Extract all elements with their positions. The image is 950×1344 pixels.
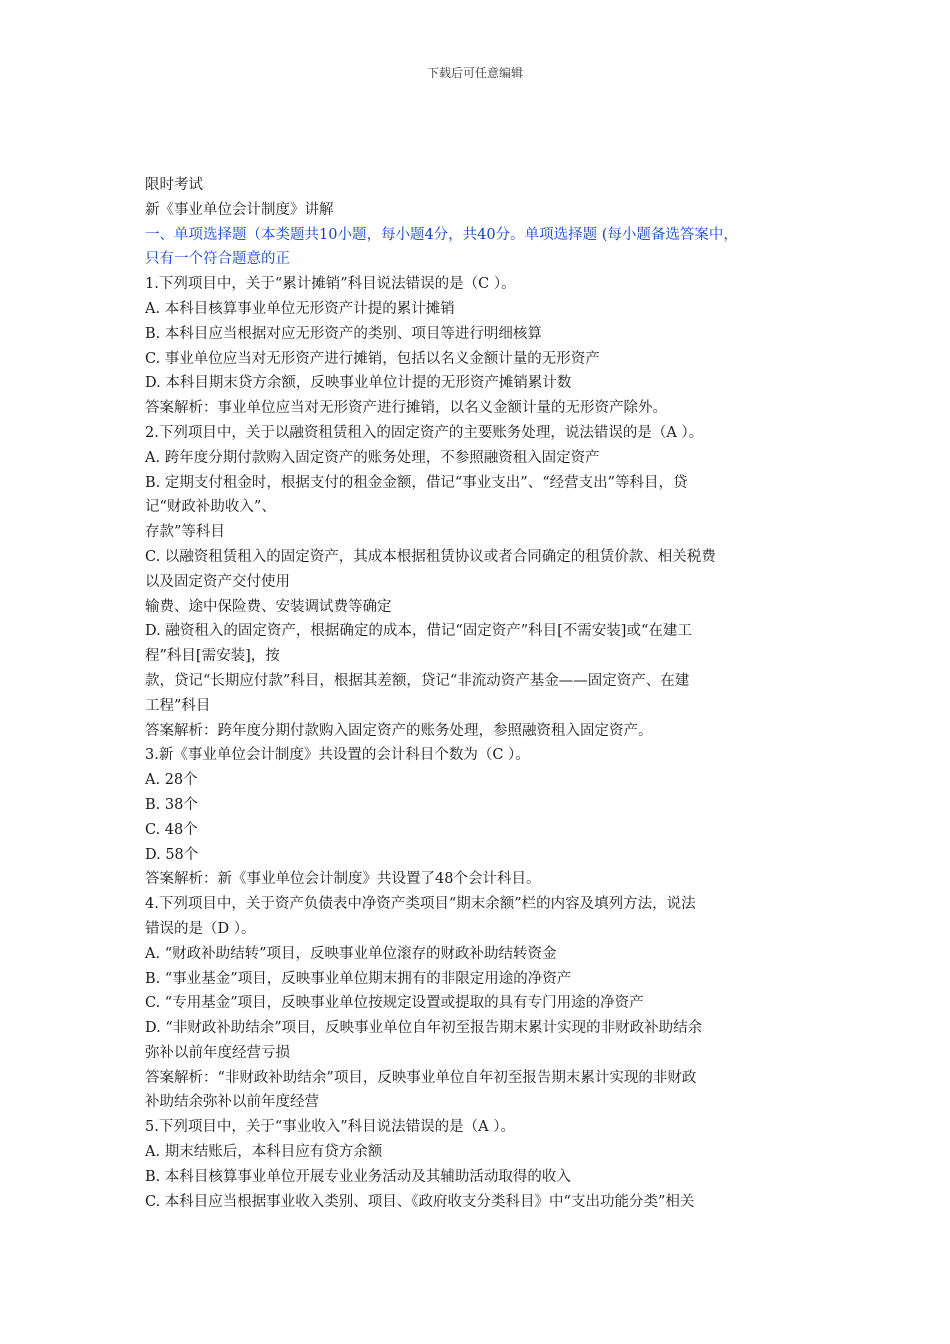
text-line: D. 融资租入的固定资产，根据确定的成本，借记“固定资产”科目[不需安装]或“在建工 (145, 623, 692, 640)
text-line: D. 58个 (145, 846, 199, 863)
text-line: A. 28个 (145, 772, 198, 789)
text-line: 程”科目[需安装]，按 (145, 648, 280, 665)
text-line: A. 跨年度分期付款购入固定资产的账务处理，不参照融资租入固定资产 (145, 449, 600, 466)
text-line: 错误的是（D ）。 (145, 920, 256, 937)
text-line: 限时考试 (145, 177, 203, 193)
text-line: 补助结余弥补以前年度经营 (145, 1094, 319, 1111)
text-line: D. “非财政补助结余”项目，反映事业单位自年初至报告期末累计实现的非财政补助结余 (145, 1020, 703, 1037)
text-line: 款，贷记“长期应付款”科目，根据其差额，贷记“非流动资产基金——固定资产、在建 (145, 672, 690, 689)
text-line: 答案解析：事业单位应当对无形资产进行摊销，以名义金额计量的无形资产除外。 (145, 400, 667, 417)
text-line: B. 本科目应当根据对应无形资产的类别、项目等进行明细核算 (145, 325, 542, 342)
text-line: 2.下列项目中，关于以融资租赁租入的固定资产的主要账务处理，说法错误的是（A ）。 (145, 424, 704, 441)
text-line: 以及固定资产交付使用 (145, 573, 290, 590)
text-line: 工程”科目 (145, 697, 211, 714)
text-line: C. “专用基金”项目，反映事业单位按规定设置或提取的具有专门用途的净资产 (145, 995, 644, 1012)
page-header: 下载后可任意编辑 (426, 66, 523, 80)
section-heading-line: 一、单项选择题（本类题共10小题，每小题4分，共40分。单项选择题 (每小题备选答案中， (145, 226, 738, 243)
text-line: 记“财政补助收入”、 (145, 499, 276, 516)
text-line: B. 38个 (145, 796, 198, 813)
text-line: C. 48个 (145, 821, 198, 838)
document-body (145, 173, 817, 1214)
text-line: A. 期末结账后，本科目应有贷方余额 (145, 1144, 383, 1161)
section-heading-line: 只有一个符合题意的正 (145, 251, 290, 268)
text-line: B. “事业基金”项目，反映事业单位期末拥有的非限定用途的净资产 (145, 970, 572, 987)
text-line: 1.下列项目中，关于“累计摊销”科目说法错误的是（C ）。 (145, 276, 516, 293)
text-line: C. 事业单位应当对无形资产进行摊销，包括以名义金额计量的无形资产 (145, 350, 600, 367)
text-line: 答案解析：跨年度分期付款购入固定资产的账务处理，参照融资租入固定资产。 (145, 722, 653, 739)
text-line: 新《事业单位会计制度》讲解 (145, 201, 334, 218)
text-line: D. 本科目期末贷方余额，反映事业单位计提的无形资产摊销累计数 (145, 375, 572, 392)
text-line: 答案解析：“非财政补助结余”项目，反映事业单位自年初至报告期末累计实现的非财政 (145, 1069, 697, 1086)
text-line: 答案解析：新《事业单位会计制度》共设置了48个会计科目。 (145, 871, 541, 888)
text-line: C. 本科目应当根据事业收入类别、项目、《政府收支分类科目》中“支出功能分类”相关 (145, 1193, 695, 1210)
text-line: 弥补以前年度经营亏损 (145, 1044, 290, 1061)
text-line: A. “财政补助结转”项目，反映事业单位滚存的财政补助结转资金 (145, 945, 557, 962)
text-line: 4.下列项目中，关于资产负债表中净资产类项目“期末余额”栏的内容及填列方法，说法 (145, 896, 696, 913)
text-line: A. 本科目核算事业单位无形资产计提的累计摊销 (145, 300, 455, 317)
text-line: B. 本科目核算事业单位开展专业业务活动及其辅助活动取得的收入 (145, 1168, 571, 1185)
text-line: C. 以融资租赁租入的固定资产，其成本根据租赁协议或者合同确定的租赁价款、相关税费 (145, 548, 716, 565)
text-line: 输费、途中保险费、安装调试费等确定 (145, 598, 392, 615)
text-line: B. 定期支付租金时，根据支付的租金金额，借记“事业支出”、“经营支出”等科目，贷 (145, 474, 688, 491)
text-line: 5.下列项目中，关于“事业收入”科目说法错误的是（A ）。 (145, 1119, 515, 1136)
text-line: 3.新《事业单位会计制度》共设置的会计科目个数为（C ）。 (145, 747, 530, 764)
text-line: 存款”等科目 (145, 524, 225, 541)
